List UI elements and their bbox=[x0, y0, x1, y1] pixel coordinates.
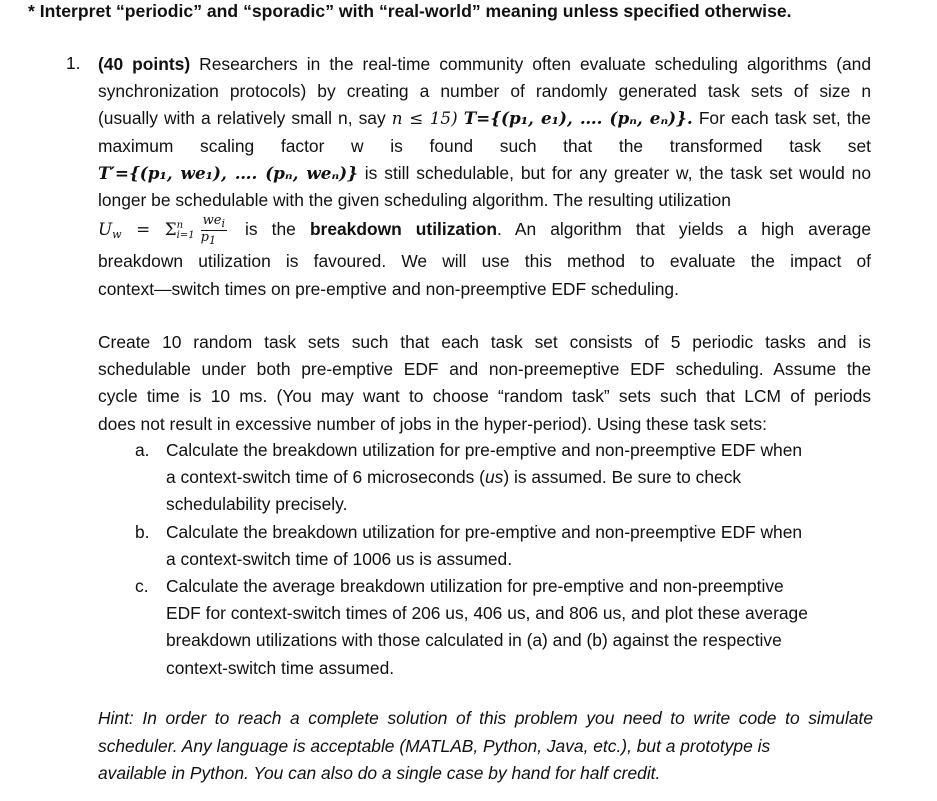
breakdown-utilization-term: breakdown utilization bbox=[309, 219, 497, 240]
intro-line-4: maximum scaling factor w is found such that the transformed task set bbox=[98, 135, 871, 156]
question-intro-paragraph bbox=[98, 51, 871, 303]
intro-line-3: (usually with a relatively small n, say n ≤ 15) T={(p₁, e₁), …. (pₙ, eₙ)}. For each task set, the bbox=[98, 108, 871, 129]
subquestion-a: a. Calculate the breakdown utilization for pre-emptive and non-preemptive EDF when a context-switch time of 6 microseconds (us) is assumed. Be sure to check schedulability precisely. bbox=[135, 440, 803, 515]
instr-line-3: cycle time is 10 ms. (You may want to choose “random task” sets such that LCM of periods bbox=[98, 386, 871, 407]
intro-line-8: breakdown utilization is favoured. We will use this method to evaluate the impact of bbox=[98, 251, 871, 272]
subquestion-b: b. Calculate the breakdown utilization for pre-emptive and non-preemptive EDF when a context-switch time of 1006 us is assumed. bbox=[135, 521, 803, 569]
points-label: (40 points) bbox=[98, 54, 191, 74]
task-instructions-paragraph bbox=[98, 329, 871, 438]
question-number: 1. bbox=[66, 53, 81, 73]
intro-line-2: synchronization protocols) by creating a number of randomly generated task sets of size n bbox=[98, 81, 871, 102]
instr-line-1: Create 10 random task sets such that each task set consists of 5 periodic tasks and is bbox=[98, 332, 871, 352]
hint-line-1: Hint: In order to reach a complete solution of this problem you need to write code to simulate bbox=[98, 708, 873, 728]
instr-line-2: schedulable under both pre-emptive EDF and non-preemeptive EDF scheduling. Assume the bbox=[98, 359, 871, 380]
intro-line-1: (40 points) Researchers in the real-time community often evaluate scheduling algorithms (and bbox=[98, 54, 871, 74]
intro-line-7: $U_w = \Sigma$ n i=1 $\frac{we_i}{p_1}$ is the breakdown utilization. An algorithm that yields a high average bbox=[98, 213, 871, 248]
breakdown-formula: $U_w = \Sigma$ n i=1 $\frac{we_i}{p_1}$ bbox=[98, 213, 225, 248]
intro-line-5: T′={(p₁, we₁), …. (pₙ, weₙ)} is still schedulable, but for any greater w, the task set would no bbox=[98, 162, 871, 183]
subquestion-list bbox=[130, 437, 870, 682]
task-set-math: T={(p₁, e₁), …. (pₙ, eₙ)}. bbox=[463, 108, 693, 129]
hint-line-3: available in Python. You can also do a single case by hand for half credit. bbox=[98, 763, 661, 783]
subquestion-c: c. Calculate the average breakdown utilization for pre-emptive and non-preemptive EDF for context-switch times of 206 us, 406 us, and 806 us, and plot these average breakdown utilizations with those calculated in (a) and (b) against the respective context-switch time assumed. bbox=[135, 576, 808, 678]
hint-line-2: scheduler. Any language is acceptable (MATLAB, Python, Java, etc.), but a prototype is bbox=[98, 735, 771, 756]
intro-line-9: context—switch times on pre-emptive and non-preemptive EDF scheduling. bbox=[98, 278, 679, 299]
hint-paragraph bbox=[98, 705, 873, 788]
interpretation-note: * Interpret “periodic” and “sporadic” with “real-world” meaning unless specified otherwise. bbox=[28, 1, 792, 21]
intro-line-6: longer be schedulable with the given scheduling algorithm. The resulting utilization bbox=[98, 190, 731, 211]
instr-line-4: does not result in excessive number of jobs in the hyper-period). Using these task sets: bbox=[98, 413, 767, 434]
scaled-task-set-math: T′={(p₁, we₁), …. (pₙ, weₙ)} bbox=[98, 162, 358, 183]
n-bound-math: n ≤ 15) bbox=[391, 108, 458, 129]
